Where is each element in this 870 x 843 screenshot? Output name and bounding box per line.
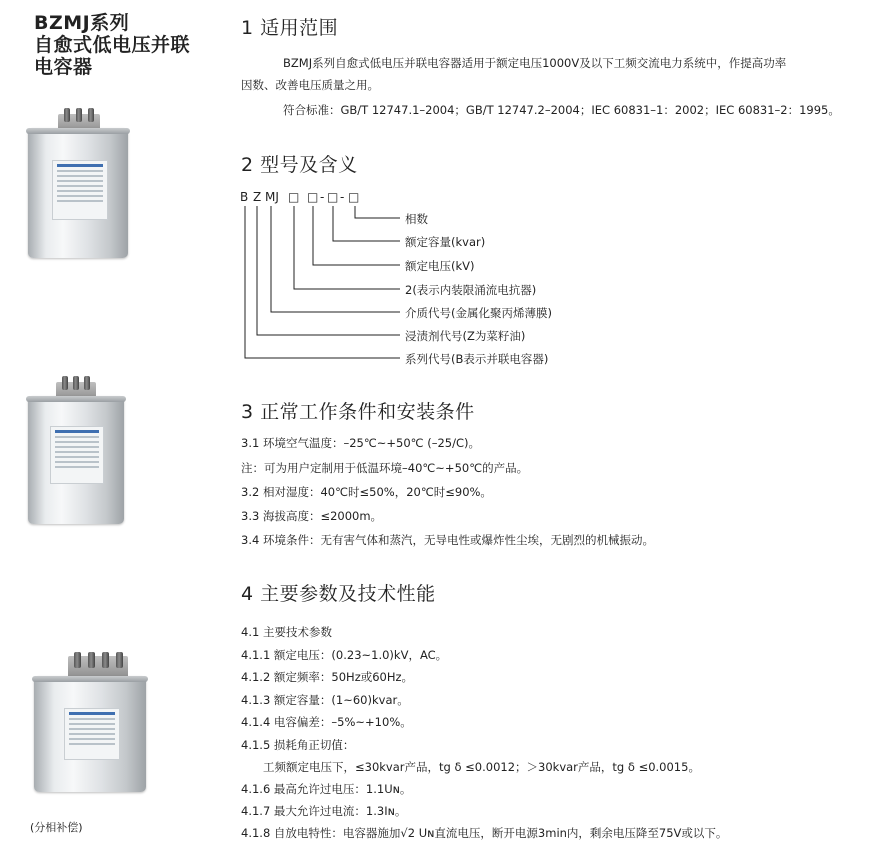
model-code-dash-1: - — [320, 190, 325, 204]
param-heading: 4.1 主要技术参数 — [241, 625, 332, 639]
model-label-impregnant: 浸渍剂代号(Z为菜籽油) — [405, 329, 526, 343]
model-code-dash-2: - — [340, 190, 345, 204]
section-1-standards: 符合标准：GB/T 12747.1–2004；GB/T 12747.2–2004；IEC 60831–1：2002；IEC 60831–2：1995。 — [283, 103, 840, 117]
product-title-line-1: BZMJ系列 — [34, 12, 130, 34]
param-self-discharge: 4.1.8 自放电特性：电容器施加√2 Uɴ直流电压，断开电源3min内，剩余电压降至75V或以下。 — [241, 826, 728, 840]
section-2-title: 2 型号及含义 — [241, 154, 358, 176]
condition-temperature: 3.1 环境空气温度：–25℃~+50℃ (–25/C)。 — [241, 436, 480, 450]
product-title-line-3: 电容器 — [34, 56, 93, 78]
model-code-diagram — [240, 188, 600, 370]
model-label-reactor: 2(表示内装限涌流电抗器) — [405, 283, 537, 297]
condition-environment: 3.4 环境条件：无有害气体和蒸汽，无导电性或爆炸性尘埃，无剧烈的机械振动。 — [241, 533, 654, 547]
model-label-voltage: 额定电压(kV) — [405, 259, 475, 273]
param-rated-voltage: 4.1.1 额定电压：(0.23~1.0)kV，AC。 — [241, 648, 448, 662]
condition-altitude: 3.3 海拔高度：≤2000m。 — [241, 509, 383, 523]
model-code-box-1: □ — [288, 190, 300, 204]
section-3-title: 3 正常工作条件和安装条件 — [241, 401, 475, 423]
capacitor-image-2 — [28, 376, 124, 524]
model-code-box-4: □ — [348, 190, 360, 204]
param-max-overcurrent: 4.1.7 最大允许过电流：1.3Iɴ。 — [241, 804, 407, 818]
param-rated-capacity: 4.1.3 额定容量：(1~60)kvar。 — [241, 693, 409, 707]
section-1-paragraph: BZMJ系列自愈式低电压并联电容器适用于额定电压1000V及以下工频交流电力系统中，作提高功率 — [283, 56, 787, 70]
product-title-line-2: 自愈式低电压并联 — [34, 34, 191, 56]
capacitor-caption: (分相补偿) — [30, 821, 83, 834]
param-loss-tangent: 4.1.5 损耗角正切值： — [241, 738, 355, 752]
model-label-series: 系列代号(B表示并联电容器) — [405, 352, 549, 366]
capacitor-image-1 — [28, 108, 128, 258]
section-4-title: 4 主要参数及技术性能 — [241, 583, 436, 605]
model-code-box-3: □ — [327, 190, 339, 204]
section-1-title: 1 适用范围 — [241, 17, 339, 39]
model-label-capacity: 额定容量(kvar) — [405, 235, 486, 249]
model-code-letter-z: Z — [253, 190, 262, 204]
model-code-box-2: □ — [307, 190, 319, 204]
condition-note: 注：可为用户定制用于低温环境–40℃~+50℃的产品。 — [241, 461, 529, 475]
model-code-letter-b: B — [240, 190, 249, 204]
model-label-phase: 相数 — [405, 212, 428, 226]
condition-humidity: 3.2 相对湿度：40℃时≤50%，20℃时≤90%。 — [241, 485, 492, 499]
model-code-letter-mj: MJ — [265, 190, 279, 204]
param-max-overvoltage: 4.1.6 最高允许过电压：1.1Uɴ。 — [241, 782, 412, 796]
capacitor-image-3 — [34, 652, 146, 792]
model-label-dielectric: 介质代号(金属化聚丙烯薄膜) — [405, 306, 552, 320]
param-rated-frequency: 4.1.2 额定频率：50Hz或60Hz。 — [241, 670, 414, 684]
param-capacitance-deviation: 4.1.4 电容偏差：–5%~+10%。 — [241, 715, 412, 729]
section-1-paragraph-cont: 因数、改善电压质量之用。 — [241, 78, 379, 92]
param-loss-tangent-detail: 工频额定电压下，≤30kvar产品，tg δ ≤0.0012；＞30kvar产品，tg δ ≤0.0015。 — [263, 760, 700, 774]
